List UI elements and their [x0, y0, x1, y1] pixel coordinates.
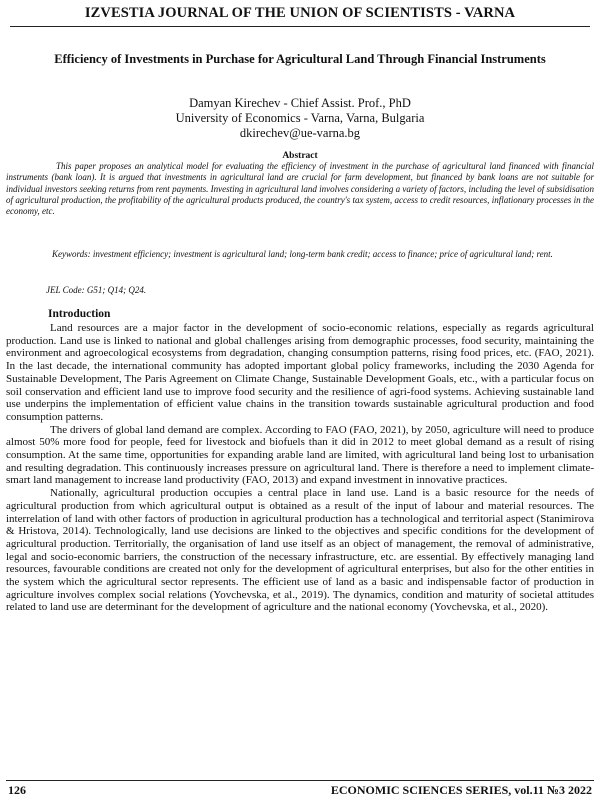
author-block — [20, 96, 580, 141]
author-affiliation: University of Economics - Varna, Varna, Bulgaria — [175, 111, 425, 125]
header-divider — [10, 26, 590, 27]
keywords: Keywords: investment efficiency; investment is agricultural land; long-term bank credit; access to finance; price of agricultural land; rent. — [52, 249, 553, 259]
introduction-body — [6, 322, 594, 614]
body-paragraph: Nationally, agricultural production occupies a central place in land use. Land is a basic resource for the needs of agricultural production from which agricultural output is obtained as a result of the input of labour and material resources. The interrelation of land with other factors of production in agricultural production has a technological and territorial aspect (Stanimirova & Hristova, 2014). Technologically, land use decisions are linked to the objectives and specific conditions for the development of agricultural production. Territorially, the organisation of land use itself as an object of management, the removal of administrative, legal and socio-economic barriers, the construction of the necessary infrastructure, etc. are essential. By effectively managing land resources, favourable conditions are created not only for the development of agricultural enterprises, but also for the other entities in the system which the agricultural sector represents. The efficient use of land as a basic and indispensable factor of production in agriculture involves complex social relations (Yovchevska, et al., 2019). The dynamics, condition and maturity of societal attitudes related to land use are determinant for the development of agriculture and the national economy (Yovchevska, et al., 2020). — [6, 487, 594, 614]
abstract-text: This paper proposes an analytical model for evaluating the efficiency of investment in the purchase of agricultural land financed with financial instruments (bank loan). It is argued that investments in agricultural land are crucial for farm development, but financed by bank loans are not suitable for individual investors seeking returns from rent payments. Investing in agricultural land involves considering a variety of factors, including the level of subsidisation of agricultural production, the profitability of the agricultural products produced, the country's tax system, access to credit resources, inflationary processes in the economy, etc. — [6, 161, 594, 217]
abstract-heading: Abstract — [282, 151, 318, 161]
journal-header: IZVESTIA JOURNAL OF THE UNION OF SCIENTISTS - VARNA — [84, 4, 516, 21]
page-footer — [8, 782, 592, 798]
jel-codes: JEL Code: G51; Q14; Q24. — [46, 285, 147, 295]
series-info: ECONOMIC SCIENCES SERIES, vol.11 №3 2022 — [330, 782, 592, 797]
abstract-block — [6, 161, 594, 217]
body-paragraph: Land resources are a major factor in the development of socio-economic relations, especially as regards agricultural production. Land use is linked to national and global challenges arising from demographic processes, food security, maintaining the environment and agroecological ecosystems from degradation, changing consumption patterns, rising food prices, etc. (FAO, 2021). In the last decade, the international community has adopted important global policy frameworks, including the 2030 Agenda for Sustainable Development, The Paris Agreement on Climate Change, Sustainable Development Goals, etc., with a particular focus on soil conservation and efficient land use to improve food security and the resilience of agri-food systems. Achieving sustainable land use underpins the implementation of efficient value chains in the transition towards sustainable agricultural production and food consumption patterns. — [6, 322, 594, 423]
author-email: dkirechev@ue-varna.bg — [239, 126, 361, 140]
body-paragraph: The drivers of global land demand are complex. According to FAO (FAO, 2021), by 2050, agriculture will need to produce almost 50% more food for people, feed for livestock and biofuels than it did in 2012 to meet global demand as a result of rising consumption. At the same time, opportunities for expanding arable land are limited, with agricultural land being lost to urbanisation and resulting degradation. This continuously increases pressure on agricultural land. There is therefore a need to implement climate-smart land management to increase land productivity (FAO, 2013) and expand investment in innovative practices. — [6, 423, 594, 487]
footer-divider — [6, 780, 594, 781]
section-heading-introduction: Introduction — [48, 308, 111, 320]
author-name: Damyan Kirechev - Chief Assist. Prof., PhD — [189, 96, 411, 110]
paper-title: Efficiency of Investments in Purchase for Agricultural Land Through Financial Instruments — [54, 52, 546, 66]
page-number: 126 — [8, 782, 26, 797]
